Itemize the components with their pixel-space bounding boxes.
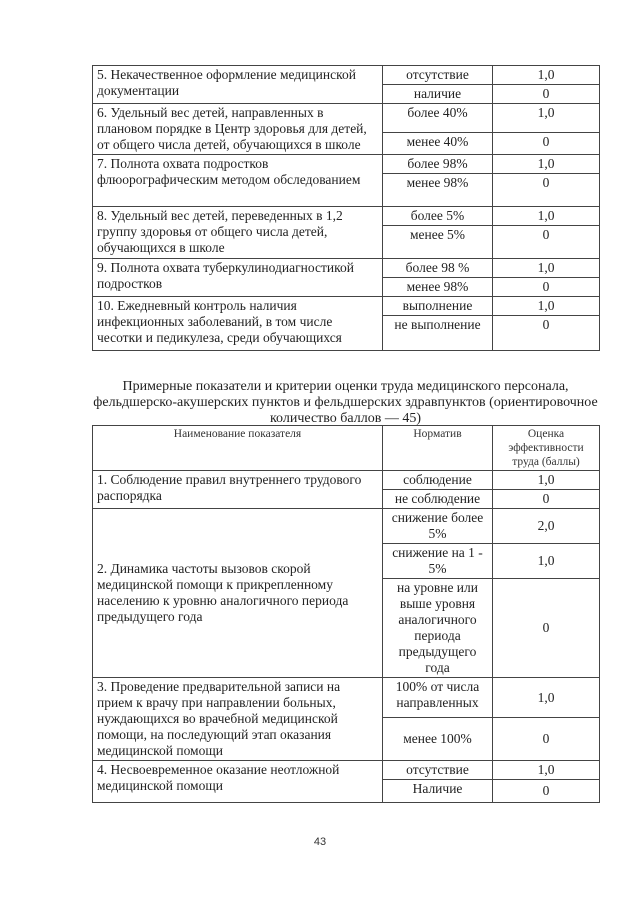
indicator-name: 9. Полнота охвата туберкулинодиагностикой подростков <box>93 259 383 297</box>
norm-value: на уровне или выше уровня аналогичного периода предыдущего года <box>383 579 493 678</box>
header-score: Оценка эффективности труда (баллы) <box>493 426 600 471</box>
norm-value: отсутствие <box>383 66 493 85</box>
norm-value: менее 100% <box>383 718 493 761</box>
score-value: 0 <box>493 718 600 761</box>
table-row <box>93 207 600 226</box>
score-value: 0 <box>493 226 600 259</box>
indicator-name: 10. Ежедневный контроль наличия инфекционных заболеваний, в том числе чесотки и педикулеза, среди обучающихся <box>93 297 383 351</box>
norm-value: снижение более 5% <box>383 509 493 544</box>
score-value: 1,0 <box>493 66 600 85</box>
table-row <box>93 155 600 174</box>
norm-value: снижение на 1 - 5% <box>383 544 493 579</box>
norm-value: выполнение <box>383 297 493 316</box>
norm-value: не выполнение <box>383 316 493 351</box>
page-number: 43 <box>313 836 327 848</box>
score-value: 1,0 <box>493 297 600 316</box>
table-header-row <box>93 426 600 471</box>
table-row <box>93 66 600 85</box>
indicator-name: 3. Проведение предварительной записи на прием к врачу при направлении больных, нуждающихся во врачебной медицинской помощи, на последующий этап оказания медицинской помощи <box>93 678 383 761</box>
score-value: 1,0 <box>493 259 600 278</box>
norm-value: более 40% <box>383 104 493 133</box>
score-value: 0 <box>493 316 600 351</box>
norm-value: более 98 % <box>383 259 493 278</box>
criteria-table-fap <box>92 425 600 803</box>
score-value: 2,0 <box>493 509 600 544</box>
score-value: 1,0 <box>493 471 600 490</box>
score-value: 0 <box>493 579 600 678</box>
score-value: 0 <box>493 133 600 155</box>
score-value: 1,0 <box>493 207 600 226</box>
table-row <box>93 678 600 718</box>
table-row <box>93 104 600 133</box>
score-value: 0 <box>493 780 600 803</box>
indicator-name: 2. Динамика частоты вызовов скорой медицинской помощи к прикрепленному населению к уровню аналогичного периода предыдущего года <box>93 509 383 678</box>
header-norm: Норматив <box>383 426 493 471</box>
score-value: 0 <box>493 278 600 297</box>
table-row <box>93 471 600 490</box>
table-row <box>93 761 600 780</box>
norm-value: не соблюдение <box>383 490 493 509</box>
score-value: 0 <box>493 174 600 207</box>
score-value: 1,0 <box>493 678 600 718</box>
indicator-name: 1. Соблюдение правил внутреннего трудового распорядка <box>93 471 383 509</box>
norm-value: более 5% <box>383 207 493 226</box>
table-row <box>93 509 600 544</box>
norm-value: менее 5% <box>383 226 493 259</box>
indicator-name: 8. Удельный вес детей, переведенных в 1,2 группу здоровья от общего числа детей, обучающихся в школе <box>93 207 383 259</box>
norm-value: менее 40% <box>383 133 493 155</box>
section-heading: Примерные показатели и критерии оценки труда медицинского персонала, фельдшерско-акушерских пунктов и фельдшерских здравпунктов (ориентировочное количество баллов — 45) <box>93 379 598 426</box>
norm-value: соблюдение <box>383 471 493 490</box>
score-value: 0 <box>493 85 600 104</box>
indicator-name: 5. Некачественное оформление медицинской документации <box>93 66 383 104</box>
norm-value: менее 98% <box>383 278 493 297</box>
norm-value: 100% от числа направленных <box>383 678 493 718</box>
score-value: 0 <box>493 490 600 509</box>
norm-value: Наличие <box>383 780 493 803</box>
norm-value: наличие <box>383 85 493 104</box>
indicator-name: 6. Удельный вес детей, направленных в плановом порядке в Центр здоровья для детей, от общего числа детей, обучающихся в школе <box>93 104 383 155</box>
table-row <box>93 297 600 316</box>
header-indicator: Наименование показателя <box>93 426 383 471</box>
indicator-name: 4. Несвоевременное оказание неотложной медицинской помощи <box>93 761 383 803</box>
criteria-table-continued <box>92 65 600 351</box>
norm-value: отсутствие <box>383 761 493 780</box>
table-row <box>93 259 600 278</box>
score-value: 1,0 <box>493 544 600 579</box>
indicator-name: 7. Полнота охвата подростков флюорографическим методом обследованием <box>93 155 383 207</box>
norm-value: более 98% <box>383 155 493 174</box>
score-value: 1,0 <box>493 155 600 174</box>
score-value: 1,0 <box>493 761 600 780</box>
norm-value: менее 98% <box>383 174 493 207</box>
score-value: 1,0 <box>493 104 600 133</box>
